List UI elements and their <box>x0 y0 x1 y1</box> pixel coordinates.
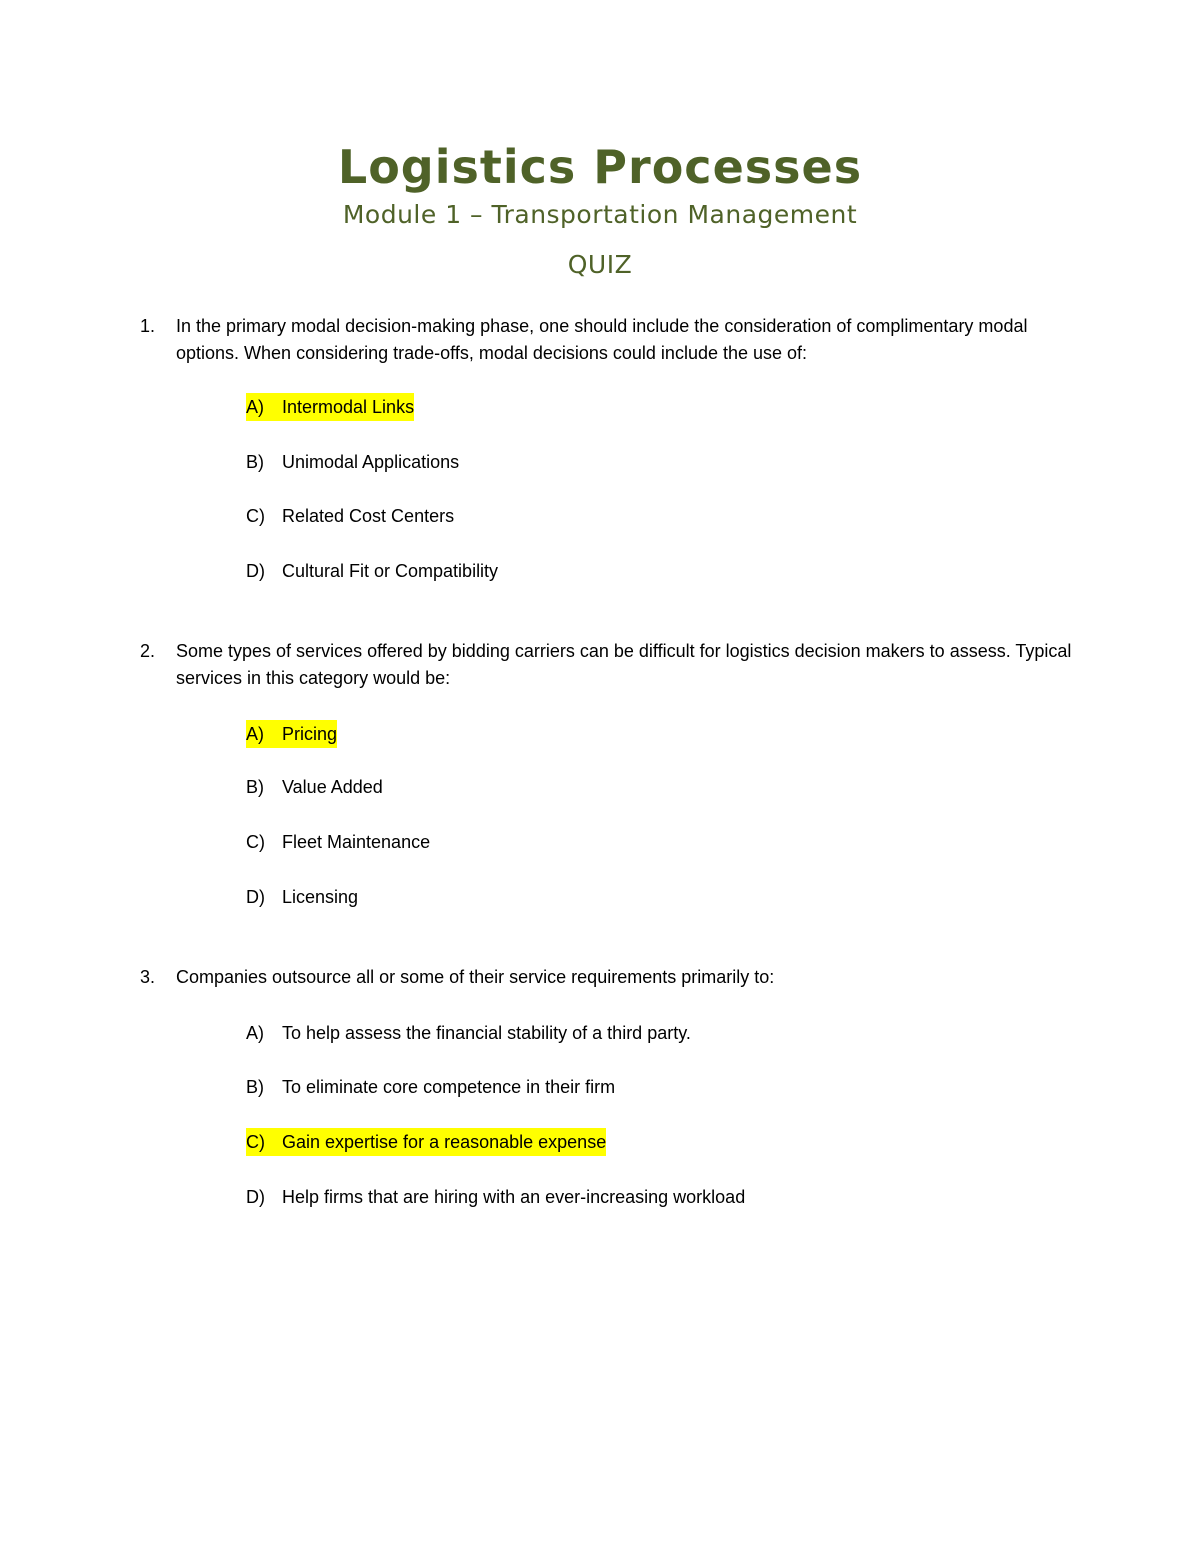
answer-option-c <box>246 502 454 530</box>
option-text: Licensing <box>282 887 359 907</box>
answer-option-a <box>246 393 414 421</box>
option-letter: C) <box>246 1132 265 1152</box>
answer-option-a <box>246 720 337 748</box>
option-letter: B) <box>246 777 264 797</box>
answer-option-a <box>246 1019 691 1047</box>
option-letter: B) <box>246 1077 264 1097</box>
option-letter: D) <box>246 1187 265 1207</box>
option-text: To eliminate core competence in their firm <box>282 1077 616 1097</box>
option-text: Related Cost Centers <box>282 506 455 526</box>
question-text: In the primary modal decision-making phase, one should include the consideration of complimentary modal options. When considering trade-offs, modal decisions could include the use of: <box>176 316 1028 363</box>
option-letter: D) <box>246 887 265 907</box>
answer-option-d <box>246 1183 745 1211</box>
question-text: Companies outsource all or some of their service requirements primarily to: <box>176 967 775 987</box>
option-text: Fleet Maintenance <box>282 832 431 852</box>
option-text: Cultural Fit or Compatibility <box>282 561 499 581</box>
answer-option-b <box>246 773 383 801</box>
question-number: 2. <box>140 641 156 661</box>
answer-option-b <box>246 1073 615 1101</box>
option-letter: C) <box>246 832 265 852</box>
option-letter: B) <box>246 452 264 472</box>
answer-option-d <box>246 883 358 911</box>
option-text: Unimodal Applications <box>282 452 460 472</box>
quiz-heading: QUIZ <box>567 250 633 279</box>
answer-option-c <box>246 1128 606 1156</box>
document-title: Logistics Processes <box>337 140 863 194</box>
answer-option-d <box>246 557 498 585</box>
option-text: Pricing <box>282 724 338 744</box>
option-letter: A) <box>246 724 264 744</box>
question-number: 1. <box>140 316 156 336</box>
option-letter: C) <box>246 506 265 526</box>
option-text: Gain expertise for a reasonable expense <box>282 1132 607 1152</box>
option-letter: A) <box>246 397 264 417</box>
question-text: Some types of services offered by bidding carriers can be difficult for logistics decision makers to assess. Typical services in this category would be: <box>176 641 1072 688</box>
document-subtitle: Module 1 – Transportation Management <box>342 200 858 229</box>
question-number: 3. <box>140 967 156 987</box>
option-text: Intermodal Links <box>282 397 415 417</box>
option-text: Value Added <box>282 777 383 797</box>
option-text: To help assess the financial stability of a third party. <box>282 1023 691 1043</box>
answer-option-b <box>246 448 459 476</box>
answer-option-c <box>246 828 430 856</box>
option-text: Help firms that are hiring with an ever-increasing workload <box>282 1187 746 1207</box>
option-letter: D) <box>246 561 265 581</box>
option-letter: A) <box>246 1023 264 1043</box>
